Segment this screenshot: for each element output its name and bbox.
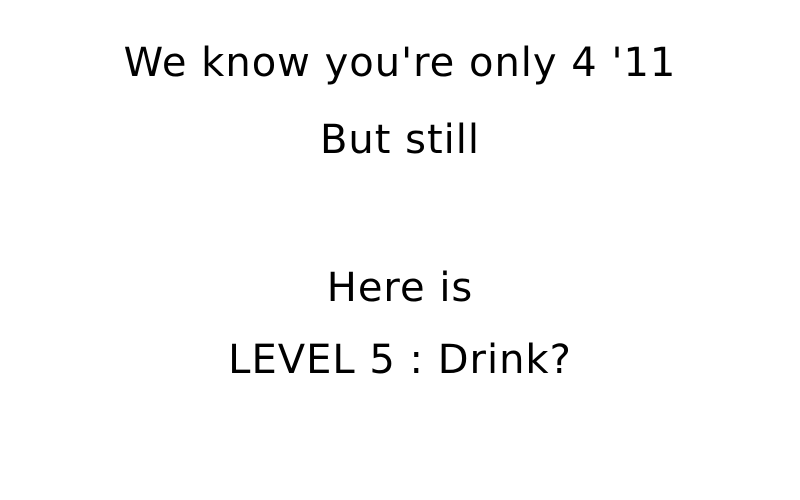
intro-line-2: But still bbox=[319, 117, 481, 163]
intro-line-1: We know you're only 4 '11 bbox=[123, 40, 677, 86]
level-title: LEVEL 5 : Drink? bbox=[228, 337, 572, 383]
level-prefix: Here is bbox=[326, 265, 474, 311]
